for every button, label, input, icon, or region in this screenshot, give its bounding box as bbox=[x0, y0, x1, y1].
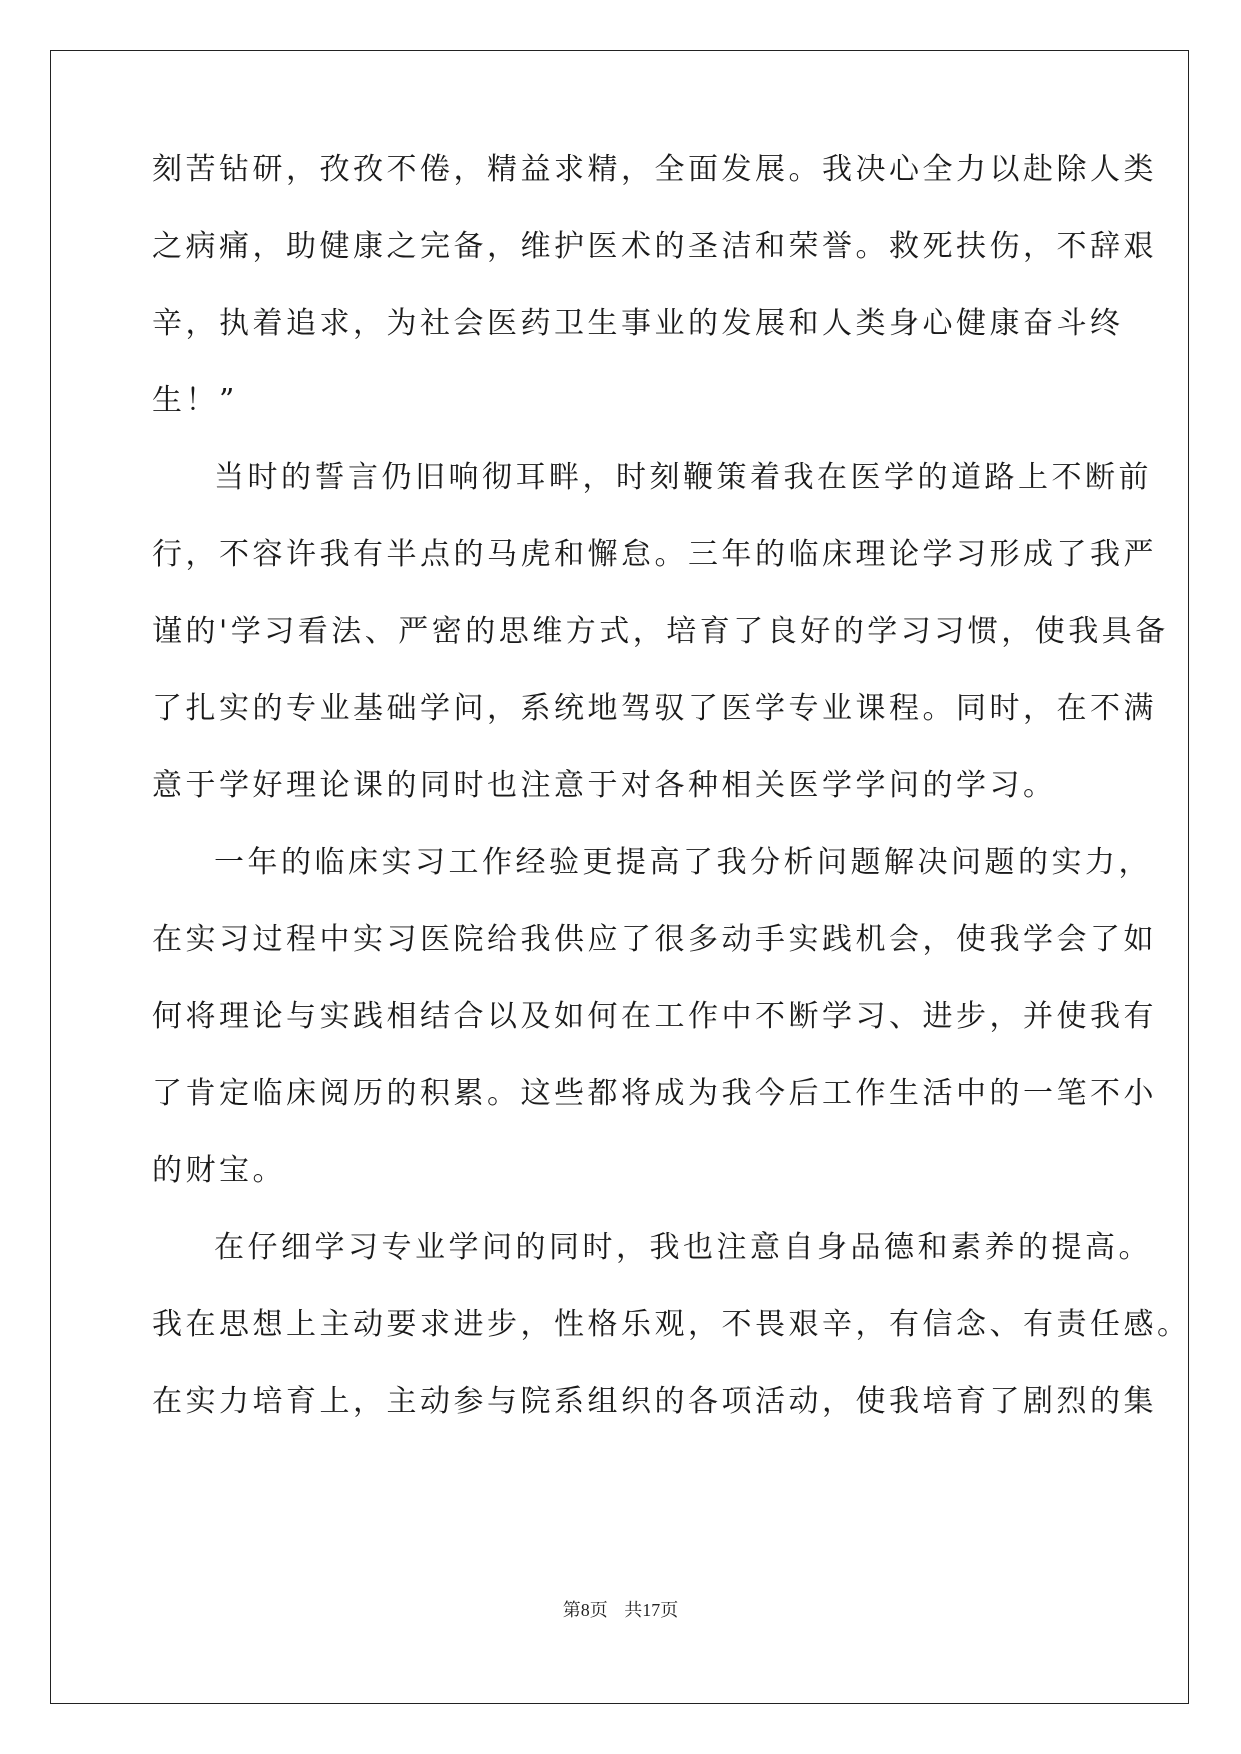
total-page-count: 共17页 bbox=[624, 1600, 679, 1620]
paragraph-line: 了肯定临床阅历的积累。这些都将成为我今后工作生活中的一笔不小 bbox=[152, 1076, 1157, 1111]
paragraph-line: 在仔细学习专业学问的同时，我也注意自身品德和素养的提高。 bbox=[214, 1230, 1152, 1265]
paragraph-line: 当时的誓言仍旧响彻耳畔，时刻鞭策着我在医学的道路上不断前 bbox=[214, 460, 1152, 495]
paragraph-line: 在实习过程中实习医院给我供应了很多动手实践机会，使我学会了如 bbox=[152, 922, 1157, 957]
paragraph-line: 意于学好理论课的同时也注意于对各种相关医学学问的学习。 bbox=[152, 768, 1057, 803]
current-page-number: 第8页 bbox=[562, 1600, 608, 1620]
paragraph-line: 辛，执着追求，为社会医药卫生事业的发展和人类身心健康奋斗终 bbox=[152, 306, 1124, 341]
paragraph-line: 我在思想上主动要求进步，性格乐观，不畏艰辛，有信念、有责任感。 bbox=[152, 1307, 1191, 1342]
paragraph-line: 谨的'学习看法、严密的思维方式，培育了良好的学习习惯，使我具备 bbox=[152, 614, 1169, 649]
page-footer bbox=[0, 1598, 1241, 1622]
paragraph-line: 行，不容许我有半点的马虎和懈怠。三年的临床理论学习形成了我严 bbox=[152, 537, 1157, 572]
paragraph-line: 生！” bbox=[152, 383, 238, 418]
paragraph-line: 的财宝。 bbox=[152, 1153, 286, 1188]
paragraph-line: 了扎实的专业基础学问，系统地驾驭了医学专业课程。同时，在不满 bbox=[152, 691, 1157, 726]
paragraph-line: 一年的临床实习工作经验更提高了我分析问题解决问题的实力， bbox=[214, 845, 1152, 880]
paragraph-line: 之病痛，助健康之完备，维护医术的圣洁和荣誉。救死扶伤，不辞艰 bbox=[152, 229, 1157, 264]
paragraph-line: 刻苦钻研，孜孜不倦，精益求精，全面发展。我决心全力以赴除人类 bbox=[152, 152, 1157, 187]
paragraph-line: 何将理论与实践相结合以及如何在工作中不断学习、进步，并使我有 bbox=[152, 999, 1157, 1034]
paragraph-line: 在实力培育上，主动参与院系组织的各项活动，使我培育了剧烈的集 bbox=[152, 1384, 1157, 1419]
